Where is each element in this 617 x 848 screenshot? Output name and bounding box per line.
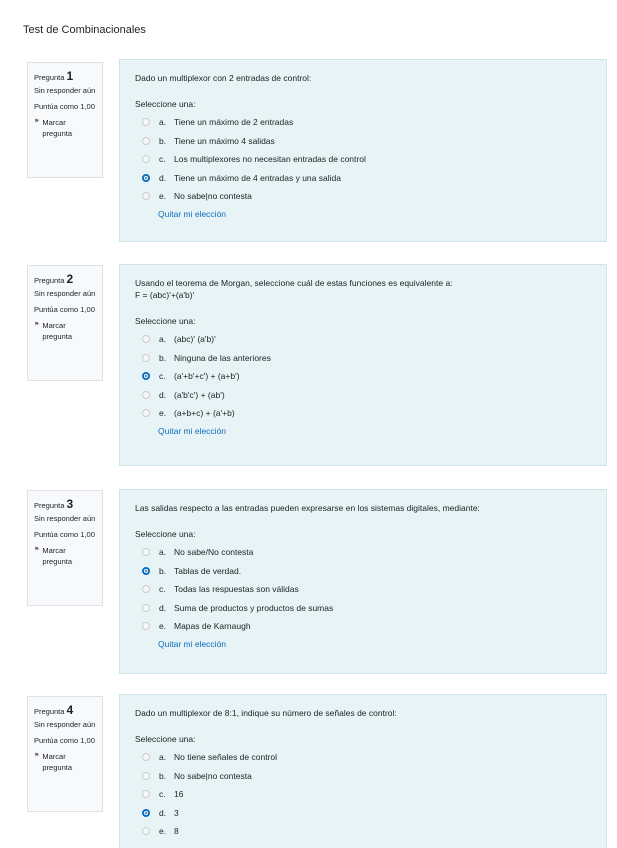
question-text: Dado un multiplexor con 2 entradas de control: [135, 73, 312, 83]
question-number: 4 [66, 703, 74, 717]
answer-letter: b. [159, 135, 167, 146]
answer-text: Ninguna de las anteriores [174, 352, 271, 363]
answer-option[interactable] [135, 404, 591, 423]
radio-button[interactable] [142, 354, 150, 362]
flag-icon: ⚑ [34, 119, 40, 126]
answer-option[interactable] [135, 385, 591, 404]
flag-label: Marcar pregunta [42, 118, 72, 138]
clear-choice-link[interactable]: Quitar mi elección [158, 639, 227, 650]
answer-prompt: Seleccione una: [135, 315, 196, 326]
question-state: Sin responder aún [34, 720, 96, 730]
question-number: 1 [66, 69, 74, 83]
radio-button[interactable] [142, 137, 150, 145]
answer-text: Tablas de verdad. [174, 565, 242, 576]
radio-button[interactable] [142, 192, 150, 200]
answer-letter: a. [159, 547, 167, 558]
radio-button[interactable] [142, 790, 150, 798]
answer-letter: a. [159, 117, 167, 128]
answer-option[interactable] [135, 330, 591, 349]
flag-label: Marcar pregunta [42, 546, 72, 566]
answer-letter: b. [159, 770, 167, 781]
answer-text: (a'b'c') + (ab') [174, 389, 225, 400]
question-text: Dado un multiplexor de 8:1, indique su número de señales de control: [135, 708, 397, 718]
answer-letter: d. [159, 172, 167, 183]
radio-button[interactable] [142, 585, 150, 593]
question-text: Usando el teorema de Morgan, seleccione cuál de estas funciones es equivalente a: [135, 278, 453, 288]
answer-option[interactable] [135, 748, 591, 767]
question-number: 2 [66, 272, 74, 286]
answer-letter: e. [159, 191, 167, 202]
question-info [27, 696, 103, 812]
radio-button[interactable] [142, 827, 150, 835]
answer-text: Todas las respuestas son válidas [174, 584, 299, 595]
answer-text: Mapas de Karnaugh [174, 621, 251, 632]
answer-option[interactable] [135, 598, 591, 617]
radio-button[interactable] [142, 335, 150, 343]
question-label: Pregunta [34, 276, 65, 285]
answer-option[interactable] [135, 617, 591, 636]
flag-icon: ⚑ [34, 547, 40, 554]
flag-question-link[interactable] [34, 752, 96, 772]
clear-choice-link[interactable]: Quitar mi elección [158, 426, 227, 437]
question-content [119, 264, 607, 466]
answer-letter: c. [159, 584, 166, 595]
flag-icon: ⚑ [34, 322, 40, 329]
answer-letter: c. [159, 371, 166, 382]
clear-choice-link[interactable]: Quitar mi elección [158, 209, 227, 220]
answer-letter: e. [159, 621, 167, 632]
radio-button[interactable] [142, 409, 150, 417]
radio-button[interactable] [142, 548, 150, 556]
question-info [27, 490, 103, 606]
radio-button-selected[interactable] [142, 372, 150, 380]
radio-button-selected[interactable] [142, 174, 150, 182]
answer-text: (abc)' (a'b)' [174, 334, 216, 345]
answer-prompt: Seleccione una: [135, 733, 196, 744]
question-number: 3 [66, 497, 74, 511]
answer-text: (a+b+c) + (a'+b) [174, 408, 235, 419]
flag-icon: ⚑ [34, 753, 40, 760]
question-grade: Puntúa como 1,00 [34, 102, 95, 112]
answer-option[interactable] [135, 803, 591, 822]
radio-button[interactable] [142, 753, 150, 761]
answer-prompt: Seleccione una: [135, 528, 196, 539]
answer-text: No sabe|no contesta [174, 770, 252, 781]
answer-letter: e. [159, 408, 167, 419]
answer-text: No sabe/No contesta [174, 547, 254, 558]
question-state: Sin responder aún [34, 86, 96, 96]
answer-list [135, 330, 591, 423]
answer-option[interactable] [135, 168, 591, 187]
answer-option[interactable] [135, 766, 591, 785]
answer-text: Suma de productos y productos de sumas [174, 602, 334, 613]
question-label: Pregunta [34, 501, 65, 510]
answer-option[interactable] [135, 785, 591, 804]
answer-list [135, 748, 591, 841]
answer-text: No tiene señales de control [174, 752, 278, 763]
question-state: Sin responder aún [34, 514, 96, 524]
radio-button[interactable] [142, 622, 150, 630]
answer-text: Los multiplexores no necesitan entradas de control [174, 154, 366, 165]
answer-text: No sabe|no contesta [174, 191, 252, 202]
answer-list [135, 543, 591, 636]
radio-button[interactable] [142, 155, 150, 163]
answer-letter: e. [159, 826, 167, 837]
question-content [119, 489, 607, 674]
flag-question-link[interactable] [34, 118, 96, 138]
answer-text: Tiene un máximo 4 salidas [174, 135, 275, 146]
answer-letter: a. [159, 752, 167, 763]
radio-button[interactable] [142, 772, 150, 780]
answer-text: Tiene un máximo de 4 entradas y una salida [174, 172, 341, 183]
answer-letter: c. [159, 154, 166, 165]
answer-option[interactable] [135, 367, 591, 386]
answer-option[interactable] [135, 131, 591, 150]
radio-button[interactable] [142, 604, 150, 612]
question-formula: F = (abc)'+(a'b)' [135, 289, 195, 300]
question-info [27, 62, 103, 178]
radio-button-selected[interactable] [142, 567, 150, 575]
question-grade: Puntúa como 1,00 [34, 305, 95, 315]
answer-option[interactable] [135, 561, 591, 580]
question-state: Sin responder aún [34, 289, 96, 299]
question-grade: Puntúa como 1,00 [34, 736, 95, 746]
question-grade: Puntúa como 1,00 [34, 530, 95, 540]
answer-option[interactable] [135, 822, 591, 841]
answer-letter: c. [159, 789, 166, 800]
answer-letter: b. [159, 565, 167, 576]
question-label: Pregunta [34, 707, 65, 716]
question-content [119, 694, 607, 848]
radio-button[interactable] [142, 118, 150, 126]
answer-option[interactable] [135, 580, 591, 599]
answer-text: 3 [174, 807, 179, 818]
flag-label: Marcar pregunta [42, 752, 72, 772]
answer-letter: d. [159, 807, 167, 818]
radio-button-selected[interactable] [142, 809, 150, 817]
flag-question-link[interactable] [34, 546, 96, 566]
answer-option[interactable] [135, 187, 591, 206]
answer-text: (a'+b'+c') + (a+b') [174, 371, 240, 382]
question-info [27, 265, 103, 381]
answer-option[interactable] [135, 543, 591, 562]
question-label: Pregunta [34, 73, 65, 82]
question-text: Las salidas respecto a las entradas pueden expresarse en los sistemas digitales, mediante: [135, 503, 480, 513]
answer-option[interactable] [135, 113, 591, 132]
answer-letter: d. [159, 389, 167, 400]
answer-prompt: Seleccione una: [135, 98, 196, 109]
answer-option[interactable] [135, 150, 591, 169]
question-content [119, 59, 607, 242]
answer-text: 8 [174, 826, 179, 837]
answer-letter: a. [159, 334, 167, 345]
answer-option[interactable] [135, 348, 591, 367]
flag-label: Marcar pregunta [42, 321, 72, 341]
answer-letter: d. [159, 602, 167, 613]
answer-list [135, 113, 591, 206]
answer-text: 16 [174, 789, 184, 800]
answer-text: Tiene un máximo de 2 entradas [174, 117, 294, 128]
flag-question-link[interactable] [34, 321, 96, 341]
answer-letter: b. [159, 352, 167, 363]
page-title: Test de Combinacionales [23, 24, 146, 36]
radio-button[interactable] [142, 391, 150, 399]
